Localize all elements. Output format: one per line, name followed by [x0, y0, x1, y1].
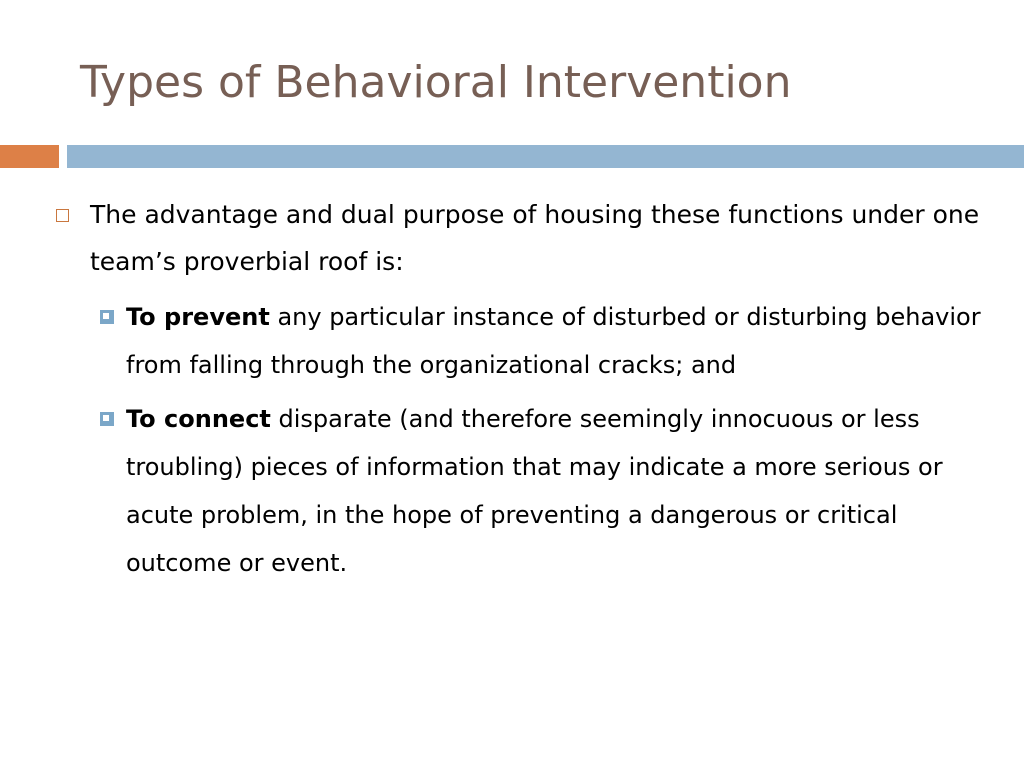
sub-bullet-lead: To prevent	[126, 303, 270, 331]
bullet-text: The advantage and dual purpose of housing these functions under one team’s proverbial roof is:	[90, 200, 980, 276]
sub-bullet-item-prevent	[100, 293, 986, 389]
sub-bullet-text: disparate (and therefore seemingly innocuous or less troubling) pieces of information that may indicate a more serious or acute problem, in the hope of preventing a dangerous or critical outcome or event.	[126, 405, 943, 577]
title-divider	[0, 145, 1024, 168]
framed-square-icon	[100, 412, 114, 426]
sub-bullet-lead: To connect	[126, 405, 271, 433]
hollow-square-icon	[56, 209, 69, 222]
divider-main-bar	[67, 145, 1024, 168]
sub-bullet-item-connect	[100, 395, 986, 587]
framed-square-icon	[100, 310, 114, 324]
sub-bullet-text: any particular instance of disturbed or disturbing behavior from falling through the organizational cracks; and	[126, 303, 981, 379]
slide-title: Types of Behavioral Intervention	[80, 57, 792, 108]
slide-body	[56, 191, 986, 593]
divider-accent-bar	[0, 145, 59, 168]
bullet-item	[56, 191, 986, 285]
